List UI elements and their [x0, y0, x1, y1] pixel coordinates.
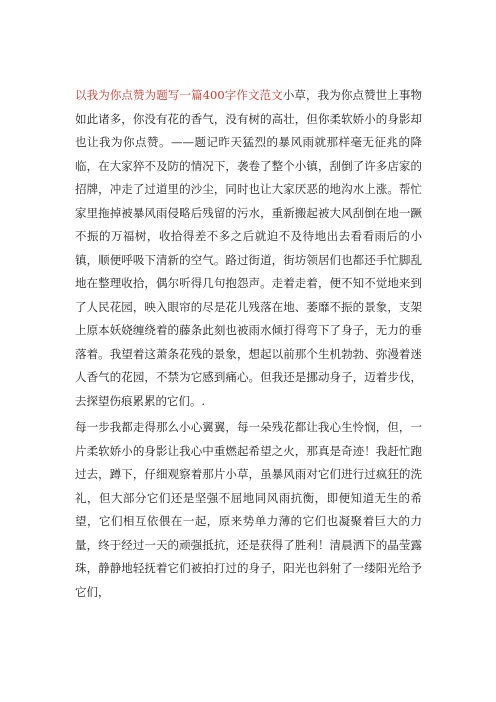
essay-title: 以我为你点赞为题写一篇400字作文范文	[75, 88, 283, 102]
paragraph-1-text: 小草，我为你点赞世上事物如此诸多，你没有花的香气，没有树的高壮，但你柔软娇小的身影却也让我为你点赞。——题记昨天猛烈的暴风雨就那样毫无征兆的降临，在大家猝不及防的情况下，袭卷了整个小镇，刮倒了许多店家的招牌，冲走了过道里的沙尘，同时也让大家厌恶的地沟水上涨。帮忙家里拖掉被暴风雨侵略后残留的污水，重新搬起被大风刮倒在地一蹶不振的万福树，收拾得差不多之后就迫不及待地出去看看雨后的小镇，顺便呼吸下清新的空气。路过街道，街坊领居们也都还手忙脚乱地在整理收拾，偶尔听得几句抱怨声。走着走着，便不知不觉地来到了人民花园，映入眼帘的尽是花儿残落在地、萎靡不振的景象，支架上原本妖娆缠绕着的藤条此刻也被雨水倾打得弯下了身子，无力的垂落着。我望着这萧条花残的景象，想起以前那个生机勃勃、弥漫着迷人香气的花园，不禁为它感到痛心。但我还是挪动身子，迈着步伐，去探望伤痕累累的它们。.	[75, 88, 423, 408]
document-body	[75, 84, 422, 604]
paragraph-1	[75, 84, 422, 413]
paragraph-2: 每一步我都走得那么小心翼翼，每一朵残花都让我心生怜悯，但，一片柔软娇小的身影让我心中重燃起希望之火，那真是奇迹！我赶忙跑过去，蹲下，仔细观察着那片小草，虽暴风雨对它们进行过疯狂的洗礼，但大部分它们还是坚强不屈地同风雨抗衡，即便知道无生的希望，它们相互依偎在一起，原来势单力薄的它们也凝聚着巨大的力量，终于经过一天的顽强抵抗，还是获得了胜利！清晨洒下的晶莹露珠，静静地轻抚着它们被拍打过的身子，阳光也斜射了一缕阳光给予它们，	[75, 420, 422, 599]
